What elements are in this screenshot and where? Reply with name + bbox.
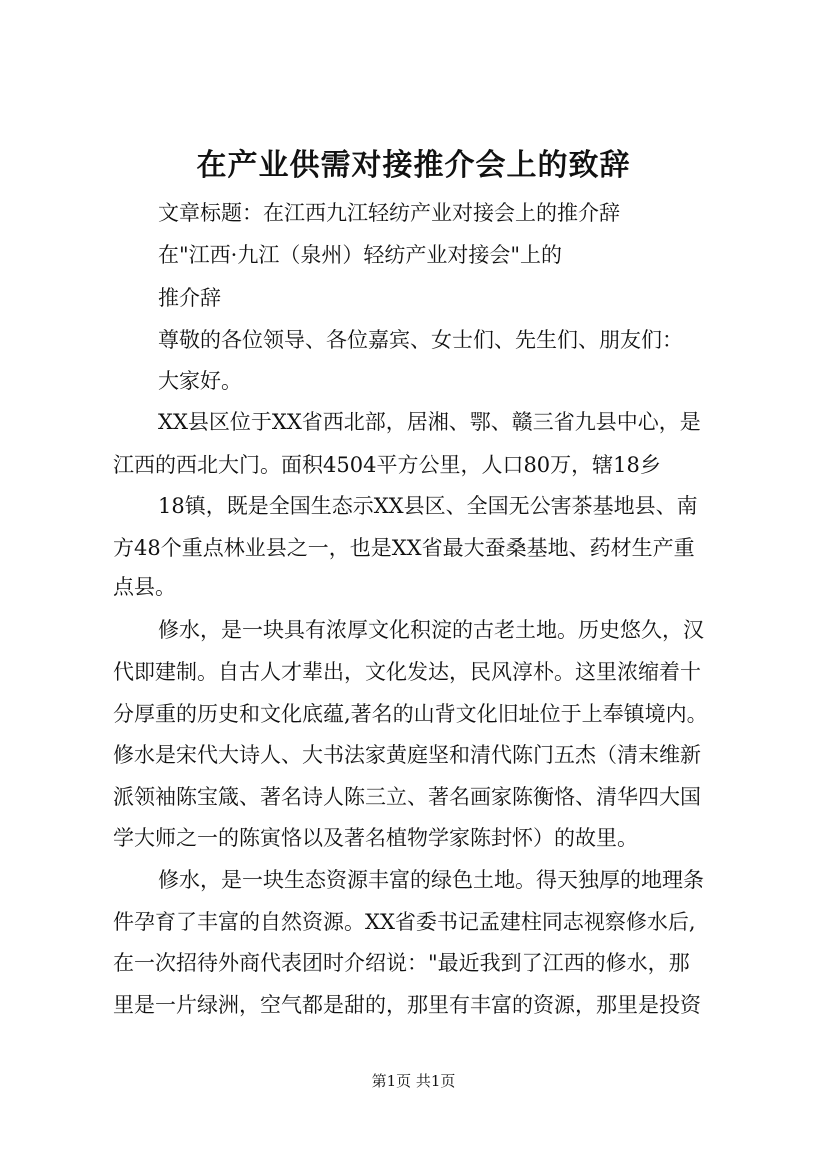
paragraph-line: 点县。 (113, 575, 176, 599)
paragraph-line: 修水，是一块生态资源丰富的绿色土地。得天独厚的地理条 (158, 868, 704, 892)
paragraph-line: 江西的西北大门。面积4504平方公里，人口80万，辖18乡 (113, 453, 661, 477)
paragraph-line: 代即建制。自古人才辈出，文化发达，民风淳朴。这里浓缩着十 (113, 660, 701, 684)
paragraph-line: 在"江西·九江（泉州）轻纺产业对接会"上的 (158, 243, 562, 267)
paragraph-line: 件孕育了丰富的自然资源。XX省委书记孟建柱同志视察修水后, (113, 910, 696, 934)
greeting-line: 大家好。 (158, 369, 242, 393)
paragraph-line: 派领袖陈宝箴、著名诗人陈三立、著名画家陈衡恪、清华四大国 (113, 785, 701, 809)
paragraph-line: 修水是宋代大诗人、大书法家黄庭坚和清代陈门五杰（清末维新 (113, 743, 701, 767)
document-title: 在产业供需对接推介会上的致辞 (196, 148, 631, 183)
paragraph-line: XX县区位于XX省西北部，居湘、鄂、赣三省九县中心，是 (158, 410, 701, 434)
salutation-line: 尊敬的各位领导、各位嘉宾、女士们、先生们、朋友们： (158, 328, 683, 352)
paragraph-line: 分厚重的历史和文化底蕴,著名的山背文化旧址位于上奉镇境内。 (113, 702, 708, 726)
paragraph-line: 学大师之一的陈寅恪以及著名植物学家陈封怀）的故里。 (113, 826, 638, 850)
paragraph-line: 在一次招待外商代表团时介绍说："最近我到了江西的修水，那 (113, 951, 690, 975)
paragraph-line: 方48个重点林业县之一，也是XX省最大蚕桑基地、药材生产重 (113, 536, 695, 560)
page-footer: 第1页 共1页 (371, 1072, 456, 1090)
paragraph-line: 推介辞 (158, 286, 221, 310)
paragraph-line: 修水，是一块具有浓厚文化积淀的古老土地。历史悠久，汉 (158, 618, 704, 642)
paragraph-line: 18镇，既是全国生态示XX县区、全国无公害茶基地县、南 (158, 494, 698, 518)
paragraph-line: 里是一片绿洲，空气都是甜的，那里有丰富的资源，那里是投资 (113, 993, 701, 1017)
article-title-line: 文章标题：在江西九江轻纺产业对接会上的推介辞 (158, 201, 620, 225)
